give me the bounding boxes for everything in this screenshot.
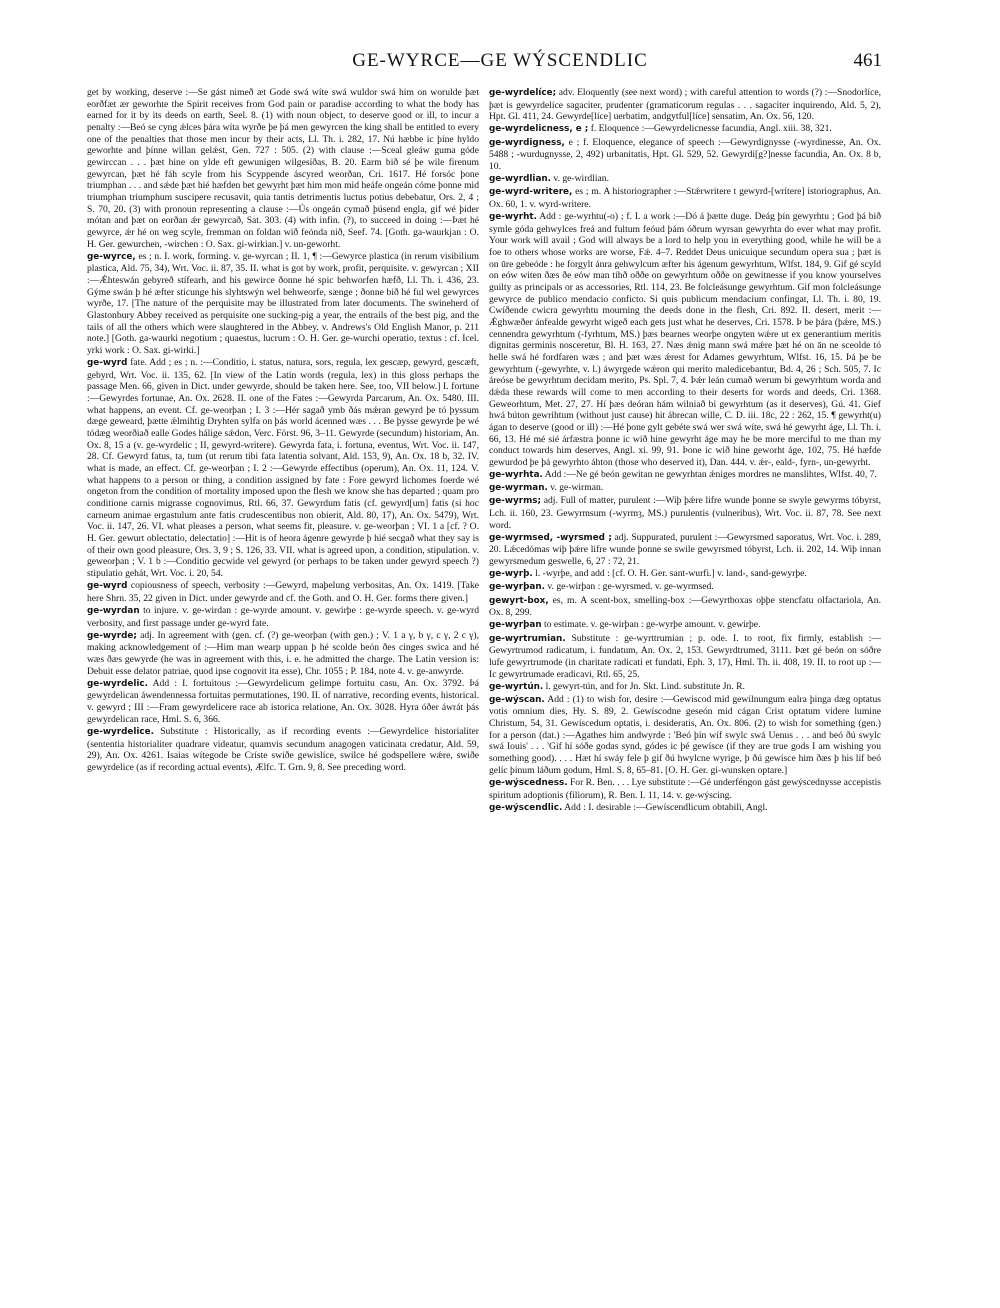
- entry-text: fate. Add ; es ; n. :—Conditio, i. status, natura, sors, regula, lex gescæp, gewyrd, gescæft, gebyrd, Wrt. Voc. ii. 135, 62. [In view of the Latin words (regula, lex) in this gloss perhaps the passage Men. 66, given in Dict. under gewyrde, should be taken here. See, too, VII below.] I. fortune :—Gewyrdes fortunae, An. Ox. 2628. II. one of the Fates :—Gewyrda Parcarum, An. Ox. 5480. III. what happens, an event. Cf. ge-weorþan ; I. 3 :—Hér sagað ymb ðás mǽran gewyrd þe tó þyssum dæge geweard, þætte ǽlmihtig Dryhten sylfa on þás world ácenned wæs . . . Be þysse gewyrde þe wé tódæg weorðiað ealle Godes hálige sǽdon, Verc. Först. 96, 3–11. Gewyrde (secundum) historiam, An. Ox. 8, 15 a (v. ge-wyrdelic ; II, gewyrd-writere). Gewyrda fata, i. fortuna, eventus, Wrt. Voc. ii. 147, 28. Cf. Gewyrd fatus, ta, tum (ut rerum tibi fata latentia solvant, Ald. 153, 9), An. Ox. 18 b, 32. IV. what is made, an effect. Cf. ge-weorþan ; I. 2 :—Gewyrde effectibus (operum), An. Ox. 11, 124. V. what happens to a person or thing, a condition assigned by fate : Fore gewyrd lichomes foerde wé ongeton from the condition of mortality imposed upon the flesh we know she has departed ; quam pro conditione carnis migrasse cognovimus, Rtl. 66, 37. Gewyrdum fatis (cf. gewyrd[um] fatis (si hoc carneum animae ergastulum ante fatis crudescentibus non obierit, Ald. 80, 17), An. Ox. 5479), Wrt. Voc. ii. 147, 26. VI. what pleases a person, what seems fit, pleasure. v. ge-weorþan ; VI. 1 a [cf. ? O. H. Ger. gewurt oblectatio, delectatio] :—Hit is of heora ágenre gewyrde þ hié secgað what they say is of their own good pleasure, Ors. 3, 9 ; S. 126, 33. VII. what is agreed upon, a condition, stipulation. v. geweorþan ; V. 1 b :—Conditio gecwide vel gewyrd (or perhaps to be taken under gewyrd speech ?) stipulatio gehát, Wrt. Voc. i. 20, 54.: [87, 357, 479, 579]
- dictionary-entry: [87, 580, 479, 604]
- entry-text: Substitute : Historically, as if recording events :—Gewyrdelice historialiter (sententia historialiter quadrare videatur, quamvis secundum anagogen vaticinata credatur, Ald. 59, 29), An. Ox. 4261. Isaias wítegode be Críste swiðe gewislíce, swilce hé godspellere wǽre, swiðe gewyrdelice (as if recording actual events), Ælfc. T. Grn. 9, 8. See preceding word.: [87, 725, 479, 773]
- entry-text: Substitute : ge-wyrttrumian ; p. ode. I. to root, fix firmly, establish :—Gewyrtrumod radicatum, i. fundatum, An. Ox. 2, 153. Gewyrdtrumed, 3111. Þæt gé beón on sóðre lufe gewyrtrumode (in charitate radicati et fundati, Eph. 3, 17), Hml. Th. ii. 408, 19. II. to root up :—Ic gewyrtrumade eradicavi, Rtl. 65, 25.: [489, 632, 881, 680]
- entry-text: adj. Full of matter, purulent :—Wiþ þǽre lifre wunde þonne se swyle gewyrms tóbyrst, Lch. ii. 160, 23. Gewyrmsum (-wyrmȝ, MS.) purulentis (vulneribus), Wrt. Voc. ii. 87, 78. See next word.: [489, 495, 881, 531]
- entry-headword: ge-wýscendlic.: [489, 802, 563, 813]
- dictionary-entry: [489, 137, 881, 173]
- entry-headword: ge-wyrht.: [489, 212, 537, 223]
- entry-headword: ge-wyrdelicness, e ;: [489, 124, 589, 135]
- dictionary-entry: [87, 251, 479, 357]
- entry-headword: ge-wyrde;: [87, 630, 137, 641]
- entry-text: get by working, deserve :—Se gást nimeð æt Gode swá wíte swá wuldor swá him on worulde þæt eorðfæt ær geworhte the Spirit receives from God pain or paradise according to what the body has earned for it by its deeds on earth, Seel. 8. (1) with noun object, to deserve good or ill, to incur a penalty :—Beó se cyng ǽlces þára wíta wyrðe þe þá men gewyrcen the king shall be entitled to every one of the penalties that those men incur by their acts, Ll. Th. i. 282, 17. Nú hæbbe ic þíne hyldo geworhte and þínne willan gelǽst, Gen. 727 : 505. (2) with clause :—Sceal gleáw guma góde gewirccan . . . þæt hine on ylde eft gewunigen wilgesíðas, B. 20. Earm bið sé þe wile firenum gewyrcan, þæt hé fáh scyle from his Scyppende áscyred weorðan, Cri. 1617. Hé forsóc þone triumphan . . . and sǽde þæt hié hæfden bet gewyrht þæt him mon mid heáfe ongeán cóme þonne mid triumphan triumphum suscipere recusavit, quia tantis detrimentis luctus potius debebatur, Ors. 2, 4 ; S. 70, 20. (3) with pronoun representing a clause :—Ús ongeán cymað þúsend engla, gif wé þider mótan and þæt on eorðan ǽr gewyrcað, Sat. 303. (4) with infin. (?), to succeed in doing :—Þæt hé gewyrce, ǽr hé on weg scyle, fremman on foldan wið feónda nið, Seef. 74. [Goth. ga-waurkjan : O. H. Ger. gewurchen, -wirchen : O. Sax. gi-wirkian.] v. un-geworht.: [87, 87, 479, 250]
- entry-text: es ; m. A historiographer :—Stǽrwritere t gewyrd-[wrítere] istoriographus, An. Ox. 60, 1. v. wyrd-writere.: [489, 186, 881, 210]
- entry-text: es ; n. I. work, forming. v. ge-wyrcan ; II. 1, ¶ :—Gewyrce plastica (in rerum visibilium plastica, Ald. 75, 34), Wrt. Voc. ii. 87, 35. II. what is got by work, profit, perquisite. v. gewyrcan ; XII :—Ǽhteswán gebyreð stífearh, and his gewirce ðonne hé spic behworfen hæfð, Ll. Th. i. 436, 23. Gýme swán þ hé æfter sticunge his slyhtswýn wel behweorfe, sænge ; ðonne bið hé ful wel gewyrces wyrðe, 17. [The nature of the perquisite may be illustrated from later documents. The swineherd of Glastonbury Abbey received as perquisite one sucking-pig a year, the entrails of the best pig, and the tails of all the others which were slaughtered in the Abbey. v. Andrews's Old English Manor, p. 211 note.] [Goth. ga-waurki negotium ; quaestus, lucrum : O. H. Ger. ge-wurchi operatio, textus : cf. Icel. yrki work : O. Sax. gi-wirki.]: [87, 250, 479, 356]
- dictionary-entry: [489, 482, 881, 495]
- running-head: [0, 50, 1000, 80]
- dictionary-entry: [489, 802, 881, 815]
- entry-headword: gewyrt-box,: [489, 595, 549, 606]
- dictionary-entry: [489, 173, 881, 186]
- entry-text: Add : (1) to wish for, desire :—Gewiscod mid gewilnungum ealra þinga dæg optatus votis omnium dies, Hy. S. 89, 2. Gewíscodne geseón mid cágan Crist optatum videre lumine Christum, 54, 31. Gewíscedum optatis, i. desideratis, An. Ox. 806. (2) to wish for something (gen.) for a person (dat.) :—Agathes him andwyrde : 'Beó þín wíf swylc swá Uenus . . . and beó ðú swylc swá Iouis' . . . 'Gif hí sóðe godas synd, gódes ic þé gewísce (if they are true gods I am wishing you something good). . . . Hæt hí swáy fele þ gif ðú hwylcne wyrige, þ ðú gewísce him ðæs þ his líf beó gelíc þínum láðum godum, Hml. S. 8, 65–81. [O. H. Ger. gi-wunsken optare.]: [489, 693, 881, 776]
- entry-text: adv. Eloquently (see next word) ; with careful attention to words (?) :—Snodorlíce, þæt is gewyrdelíce sagaciter, prudenter (gramaticorum regulas . . . sagaciter inquirendo, Ald. 5, 2), Hpt. Gl. 411, 24. Gewyrde[líce] uerbatim, andgytful[líce] sensatim, An. Ox. 56, 120.: [489, 87, 881, 123]
- entry-text: f. Eloquence :—Gewyrdelicnesse facundia, Angl. xiii. 38, 321.: [590, 123, 832, 135]
- entry-text: Add : I. fortuitous :—Gewyrdelicum gelimpe fortuitu casu, An. Ox. 3792. Þá gewyrdelican áwendennessa fortuitas permutationes, 190. II. of narrative, recording events, historical. v. gewyrd ; III :—Fram gewyrdelicere race ab istorica relatione, An. Ox. 3028. Hyra óðer áwrát þás gewyrdelican race, Hml. S. 6, 366.: [87, 677, 479, 725]
- entry-headword: ge-wyrhta.: [489, 470, 543, 480]
- entry-headword: ge-wyrd: [87, 581, 128, 592]
- dictionary-entry: [87, 87, 479, 250]
- dictionary-entry: [489, 681, 881, 694]
- entry-headword: ge-wyrdelice.: [87, 726, 154, 737]
- dictionary-entry: [489, 777, 881, 801]
- entry-headword: ge-wyrman.: [489, 483, 548, 494]
- entry-text: l. -wyrþe, and add : [cf. O. H. Ger. sant-wurfi.] v. land-, sand-gewyrþe.: [535, 568, 807, 580]
- entry-headword: ge-wyrtrumian.: [489, 633, 566, 644]
- entry-headword: ge-wýscan.: [489, 694, 545, 705]
- dictionary-entry: [87, 678, 479, 726]
- entry-headword: ge-wyrmsed, -wyrsmed ;: [489, 532, 612, 543]
- dictionary-entry: [489, 469, 881, 482]
- dictionary-entry: [489, 568, 881, 581]
- entry-text: Add : I. desirable :—Gewíscendlicum obtabili, Angl.: [564, 801, 768, 813]
- entry-headword: ge-wyrtún.: [489, 681, 544, 692]
- entry-text: copiousness of speech, verbosity :—Gewyrd, maþelung verbositas, An. Ox. 1419. [Take here Shrn. 35, 22 given in Dict. under gewyrde and cf. the Goth. and O. H. Ger. forms there given.]: [87, 580, 479, 604]
- dictionary-entry: [489, 211, 881, 468]
- dictionary-entry: [87, 726, 479, 774]
- entry-headword: ge-wyrd: [87, 358, 128, 369]
- entry-headword: ge-wyrce,: [87, 251, 136, 262]
- dictionary-entry: [87, 357, 479, 579]
- entry-text: For R. Ben. . . . Lye substitute :—Gé underféngon gást gewýscednysse accepistis spiritum adoptionis (filiorum), R. Ben. I. 11, 14. v. ge-wýscing.: [489, 776, 881, 801]
- entry-text: l. gewyrt-tún, and for Jn. Skt. Lind. substitute Jn. R.: [545, 680, 745, 692]
- entry-text: v. ge-wirman.: [550, 482, 604, 494]
- dictionary-entry: [489, 694, 881, 777]
- page-title: GE-WYRCE—GE WÝSCENDLIC: [352, 50, 648, 71]
- entry-text: adj. Suppurated, purulent :—Gewyrsmed saporatus, Wrt. Voc. i. 289, 20. Lǽcedómas wiþ þǽre lifre wunde þonne se swile gewyrsmed tóbyrst, Lch. ii. 202, 14. Wiþ innan gewyrsmedum geswelle, 6, 27 : 72, 21.: [489, 531, 881, 568]
- right-column: [489, 87, 881, 1257]
- entry-headword: ge-wyrdlian.: [489, 174, 551, 185]
- entry-text: to injure. v. ge-wirdan : ge-wyrde amount. v. gewirþe : ge-wyrde speech. v. ge-wyrd verbosity, and first passage under ge-wyrd fate.: [87, 604, 479, 629]
- dictionary-entry: [87, 630, 479, 678]
- dictionary-entry: [489, 595, 881, 619]
- dictionary-entry: [489, 495, 881, 531]
- entry-text: Add : ge-wyrhtu(-o) ; f. I. a work :—Dó á þætte duge. Deág þín gewyrhtu ; God þá bið symle góda gehwylces freá and fultum feóud þám óðrum wyrsan gewyrhta do ever what may profit. Your work will avail ; God will always be a lord to help you in everything good, while he will be a foe to others whose works are worse, Fǽ. 4–7. Reddet Deus unicuique secundum opera sua ; þæt is on ūre gebeóde : he forgylt ánra gehwylcum æfter his ágenum gewyrhtum, Wlfst. 184, 9. Gif gé scyld on eów witen ðæs ðe eów man tíhð oððe on gewyrhtum oððe on gewitnesse if you know yourselves guilty as principals or as accessories, Rtl. 114, 23. Be folcleásunge gewyrhtum. Gif mon folcleásunge gewyrce de publico mendacio confiсto. Si quis publicum mendacium confingat, Ll. Th. i. 80, 19. Cwíðende cwicra gewyrhtu mourning the deeds done in the flesh, Cri. 892. II. desert, merit :—Ǽghwæðer ánfealde gewyrht wigeð each gets just what he deserves, Cri. 1578. Þ be þára (þǽre, MS.) cennendra gewyrhtum (-fyrhtum, MS.) þæs bearnes weorþe ongyten wǽre ut ex generantium meritis dignitas germinis nosceretur, Bl. H. 163, 27. Næs ǽnig mann swá mǽre þæt hé on ān ne sceolde tó helle swá hé fordfaren wæs ; and þæt wæs ǽrest for Adames gewyrhtum, Wlfst. 16, 15. Þá þe be gewyrhtum (-gewyrhte, v. l.) áwyrgede wǽron qui merito maledicebantur, Bd. 4, 26 ; Sch. 505, 7. Ic áreóse be gewyrhtum decidam merito, Ps. Spl. 7, 4. Þǽr leán cumað werum bi gewyrhtum worda and dǽda these rewards will come to men according to their deserts for words and deeds, Cri. 1368. Geweorhtum, Met. 27, 27. Hí þæs deóran hám wilniað bi gewyrhtum (as it deserves), Gú. 41. Gief hwá búton gewrihtum (without just cause) hit ábrecan wille, C. D. iii. 18c, 22 : 262, 15. ¶ gewyrht(u) ágan to deserve (good or ill) :—Hé þone gylt gebéte swá wer swá wíte, swá hé gewyrht áge, Ll. Th. i. 66, 13. Hé mé sié árfæstra þonne ic wið hine gewyrht áge may he be more merciful to me than my conduct towards him deserves, Angl. xi. 99, 91. Þone ic wið hine geworht áge, 102, 75. Hé hæfde gewurdod þe þá gewyrhto áhton (those who deserved it), Dan. 444. v. ǽr-, eald-, fyrn-, un-gewyrht.: [489, 211, 881, 468]
- entry-headword: ge-wyrdelic.: [87, 678, 148, 689]
- entry-headword: ge-wyrþ.: [489, 569, 533, 580]
- dictionary-entry: [489, 633, 881, 681]
- dictionary-entry: [87, 605, 479, 629]
- entry-headword: ge-wyrms;: [489, 496, 542, 507]
- entry-text: to estimate. v. ge-wirþan : ge-wyrþe amount. v. gewirþe.: [544, 619, 761, 631]
- entry-headword: ge-wyrdelíce;: [489, 88, 557, 98]
- entry-text: e ; f. Eloquence, elegance of speech :—Gewyrdignysse (-wyrdinesse, An. Ox. 5488 ; -wurdugnysse, 2, 492) urbanitatis, Hpt. Gl. 529, 52. Gewyrdi[g?]nesse facundia, An. Ox. 8 b, 10.: [489, 136, 881, 172]
- dictionary-entry: [489, 87, 881, 123]
- dictionary-entry: [489, 123, 881, 136]
- left-column: [87, 87, 479, 1257]
- dictionary-entry: [489, 581, 881, 594]
- entry-text: Add :—Ne gé beón gewitan ne gewyrhtan ǽniges mordres ne manslihtes, Wlfst. 40, 7.: [544, 469, 877, 480]
- entry-headword: ge-wýscedness.: [489, 777, 568, 788]
- entry-text: v. ge-wirdlian.: [553, 173, 609, 185]
- entry-text: es, m. A scent-box, smelling-box :—Gewyrtboxas oþþe stencfatu olfactariola, An. Ox. 8, 299.: [489, 594, 881, 619]
- entry-text: v. ge-wirþan : ge-wyrsmed. v. ge-wyrmsed.: [547, 581, 714, 593]
- entry-headword: ge-wyrdan: [87, 605, 140, 616]
- entry-headword: ge-wyrþan: [489, 620, 542, 631]
- dictionary-entry: [489, 532, 881, 568]
- dictionary-entry: [489, 186, 881, 210]
- entry-headword: ge-wyrdigness,: [489, 137, 565, 148]
- page-number: 461: [853, 50, 882, 71]
- entry-headword: ge-wyrd-writere,: [489, 187, 573, 198]
- entry-text: adj. In agreement with (gen. cf. (?) ge-weorþan (with gen.) ; V. 1 a γ, b γ, c γ, 2 c γ), making acknowledgement of :—Him man wearp uppan þ hé scolde beón ðes cinges swica and hé wæs ðæs gewyrde (he was in agreement with this, i. e. he admitted the charge. The Latin version is: Debuit esse delator patriae, quod ipse cognovit ita esse), Chr. 1055 ; P. 184, note 4. v. ge-anwyrde.: [87, 629, 479, 677]
- entry-headword: ge-wyrþan.: [489, 582, 545, 593]
- dictionary-entry: [489, 619, 881, 632]
